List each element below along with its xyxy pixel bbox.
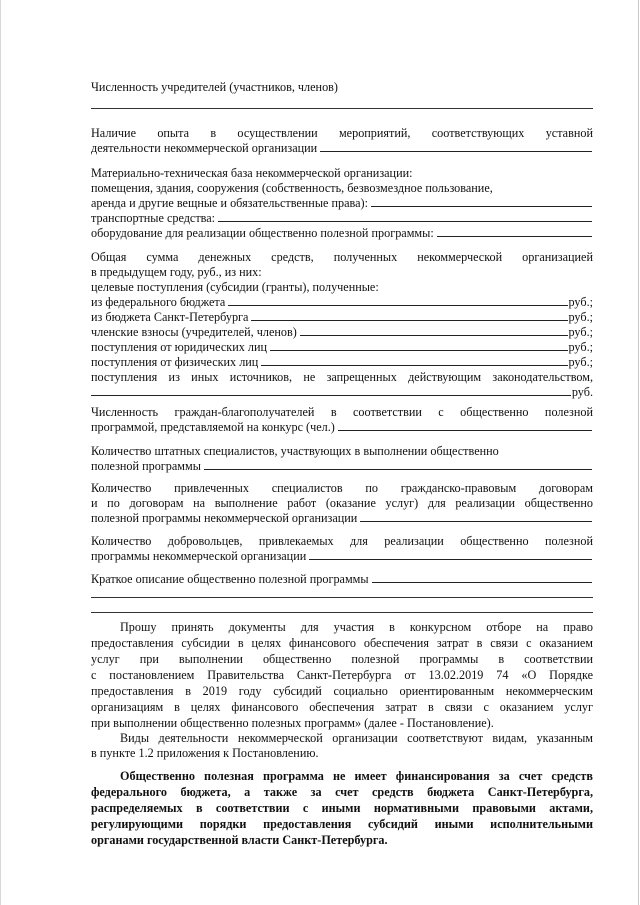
request-line-5: предоставления в 2019 году субсидий социально ориентированным некоммерческим (91, 684, 593, 698)
member-fees-field[interactable] (300, 335, 568, 336)
premises-field[interactable] (371, 206, 592, 207)
individuals-label: поступления от физических лиц (91, 355, 259, 369)
volunteers-label: Количество добровольцев, привлекаемых для реализации общественно полезной (91, 534, 593, 548)
experience-label-cont: деятельности некоммерческой организации (91, 141, 318, 155)
equipment-label: оборудование для реализации общественно полезной программы: (91, 226, 434, 240)
transport-field[interactable] (218, 221, 592, 222)
other-sources-label: поступления из иных источников, не запрещенных действующим законодательством, (91, 370, 593, 384)
federal-rub: руб.; (568, 295, 593, 309)
member-fees-rub: руб.; (568, 325, 593, 339)
transport-label: транспортные средства: (91, 211, 216, 225)
federal-label: из федерального бюджета (91, 295, 226, 309)
summary-row (91, 572, 593, 586)
funds-title-cont: в предыдущем году, руб., из них: (91, 265, 262, 279)
contractors-label-3: полезной программы некоммерческой организации (91, 511, 358, 525)
summary-field-line-2[interactable] (91, 597, 593, 598)
individuals-field[interactable] (261, 365, 567, 366)
contractors-row (91, 511, 593, 525)
founders-count-field[interactable] (91, 108, 593, 109)
experience-row (91, 141, 593, 155)
legal-entities-label: поступления от юридических лиц (91, 340, 268, 354)
beneficiaries-label: Численность граждан-благополучателей в соответствии с общественно полезной (91, 405, 593, 419)
legal-entities-field[interactable] (270, 350, 567, 351)
material-base-premises: помещения, здания, сооружения (собственность, безвозмездное пользование, (91, 181, 493, 195)
volunteers-field[interactable] (309, 559, 592, 560)
staff-label: Количество штатных специалистов, участвующих в выполнении общественно (91, 444, 499, 458)
spb-row (91, 310, 593, 324)
funding-statement-line-2: федерального бюджета, а также за счет средств бюджета Санкт-Петербурга, (91, 785, 593, 799)
member-fees-row (91, 325, 593, 339)
activities-line-1: Виды деятельности некоммерческой организации соответствуют видам, указанным (120, 731, 593, 745)
funds-title: Общая сумма денежных средств, полученных некоммерческой организацией (91, 250, 593, 264)
request-line-1: Прошу принять документы для участия в конкурсном отборе на право (120, 620, 593, 634)
contractors-field[interactable] (360, 521, 592, 522)
experience-label: Наличие опыта в осуществлении мероприятий, соответствующих уставной (91, 126, 593, 140)
spb-label: из бюджета Санкт-Петербурга (91, 310, 249, 324)
scan-edge-right (638, 0, 639, 905)
volunteers-row (91, 549, 593, 563)
federal-row (91, 295, 593, 309)
funding-statement-line-1: Общественно полезная программа не имеет финансирования за счет средств (120, 769, 593, 783)
funding-statement-line-3: распределяемых в соответствии с иными нормативными правовыми актами, (91, 801, 593, 815)
scan-edge-left (0, 0, 1, 905)
material-base-rights-row (91, 196, 593, 210)
experience-field[interactable] (320, 151, 592, 152)
staff-field[interactable] (204, 469, 592, 470)
funding-statement-line-4: регулирующими порядки предоставления субсидий иными исполнительными (91, 817, 593, 831)
request-line-3: услуг при выполнении общественно полезной программы в соответствии (91, 652, 593, 666)
beneficiaries-label-cont: программой, представляемой на конкурс (чел.) (91, 420, 335, 434)
request-line-2: предоставления субсидии в целях финансового обеспечения затрат в связи с оказанием (91, 636, 593, 650)
contractors-label-2: и по договорам на выполнение работ (оказание услуг) для реализации общественно (91, 496, 593, 510)
member-fees-label: членские взносы (учредителей, членов) (91, 325, 297, 339)
other-sources-row (91, 385, 593, 399)
legal-entities-row (91, 340, 593, 354)
activities-line-2: в пункте 1.2 приложения к Постановлению. (91, 746, 319, 760)
request-line-7: при выполнении общественно полезных программ» (далее - Постановление). (91, 716, 494, 730)
material-base-rights-label: аренда и другие вещные и обязательственные права): (91, 196, 368, 210)
transport-row (91, 211, 593, 225)
summary-field[interactable] (372, 582, 592, 583)
legal-entities-rub: руб.; (568, 340, 593, 354)
beneficiaries-row (91, 420, 593, 434)
other-sources-field[interactable] (91, 395, 571, 396)
request-line-6: организациям в целях финансового обеспечения затрат в связи с оказанием услуг (91, 700, 593, 714)
other-sources-rub: руб. (571, 385, 593, 399)
beneficiaries-field[interactable] (338, 430, 592, 431)
summary-label: Краткое описание общественно полезной программы (91, 572, 369, 586)
request-line-4: с постановлением Правительства Санкт-Петербурга от 13.02.2019 74 «О Порядке (91, 668, 593, 682)
grants-label: целевые поступления (субсидии (гранты), полученные: (91, 280, 379, 294)
staff-label-cont: полезной программы (91, 459, 201, 473)
staff-row (91, 459, 593, 473)
contractors-label: Количество привлеченных специалистов по гражданско-правовым договорам (91, 481, 593, 495)
founders-count-label: Численность учредителей (участников, членов) (91, 80, 338, 94)
individuals-rub: руб.; (568, 355, 593, 369)
spb-field[interactable] (251, 320, 567, 321)
summary-field-line-3[interactable] (91, 612, 593, 613)
equipment-field[interactable] (437, 236, 592, 237)
individuals-row (91, 355, 593, 369)
spb-rub: руб.; (568, 310, 593, 324)
volunteers-label-cont: программы некоммерческой организации (91, 549, 307, 563)
equipment-row (91, 226, 593, 240)
funding-statement-line-5: органами государственной власти Санкт-Петербурга. (91, 833, 388, 847)
federal-field[interactable] (228, 305, 567, 306)
material-base-title: Материально-техническая база некоммерческой организации: (91, 166, 413, 180)
